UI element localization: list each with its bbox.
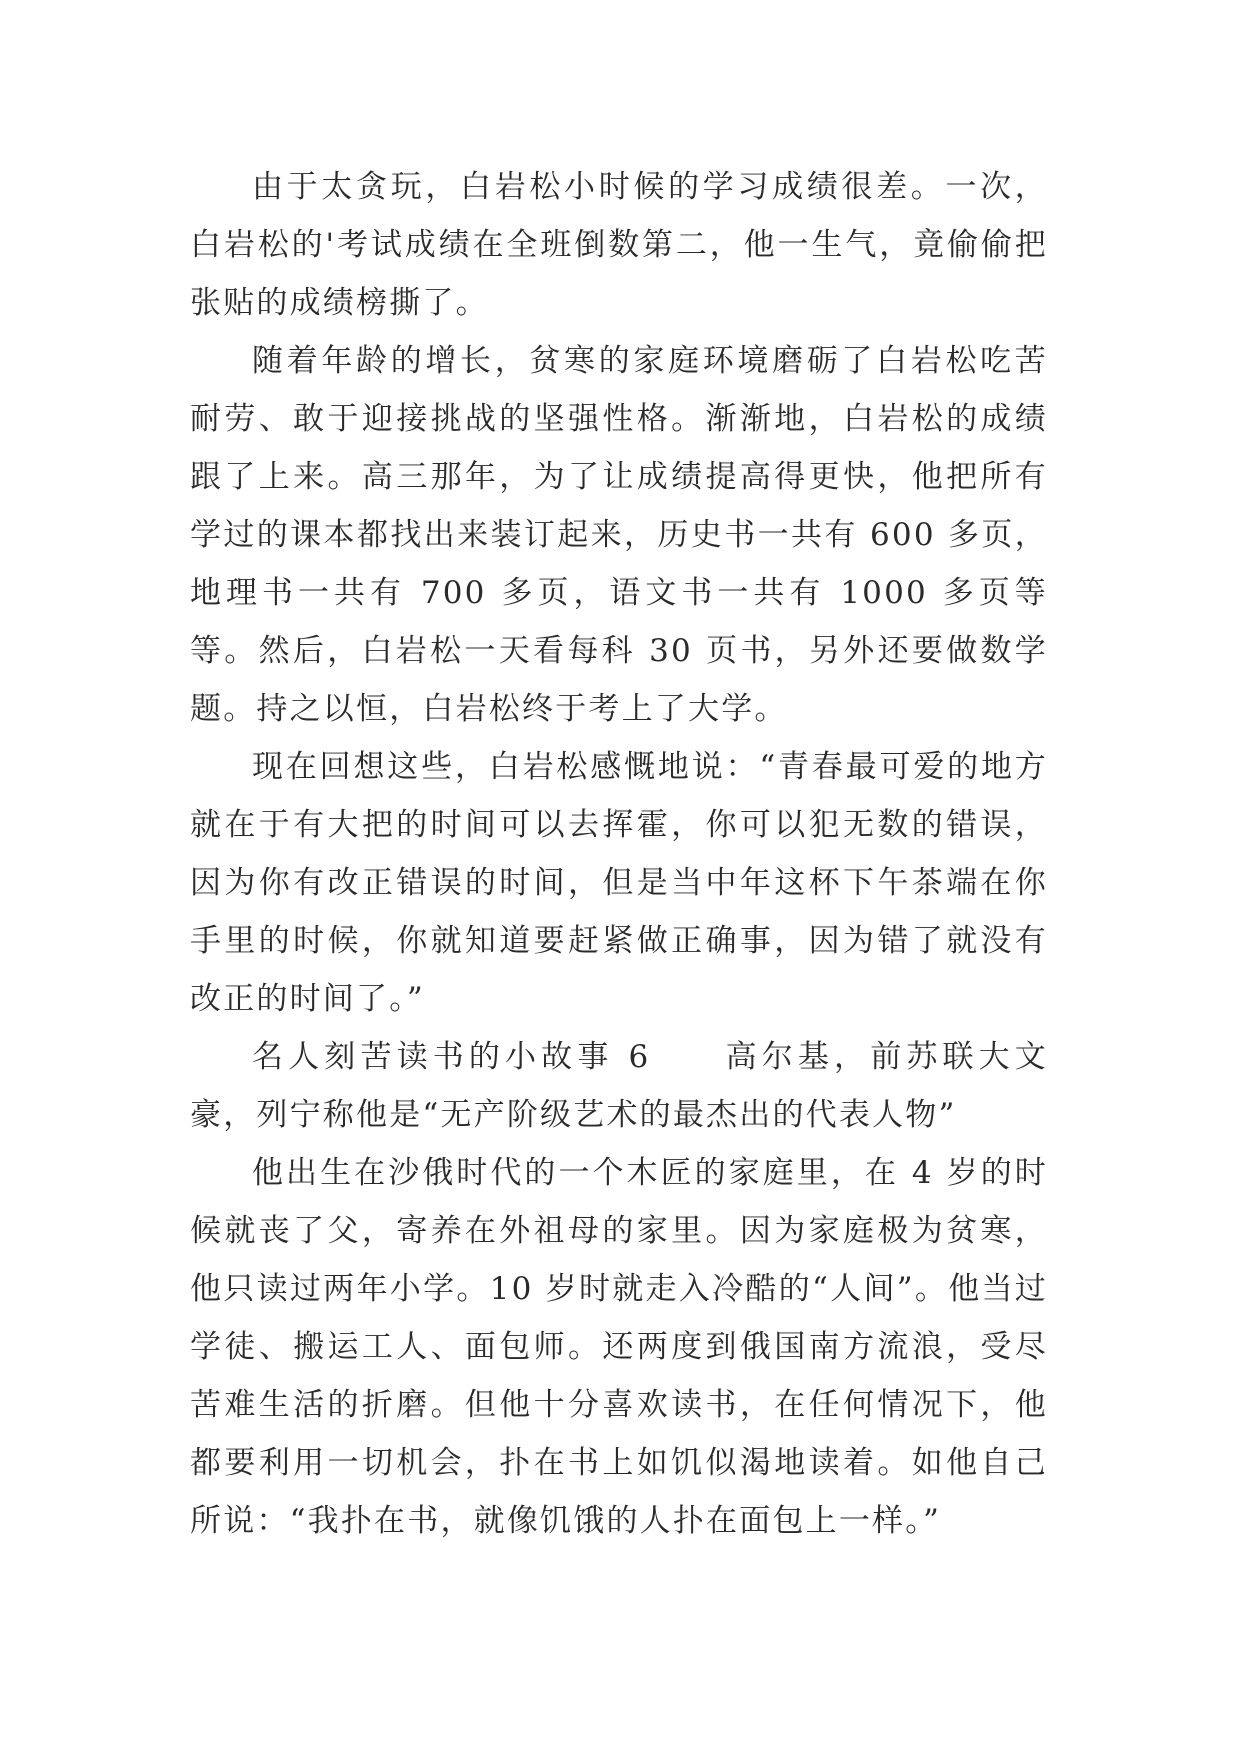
paragraph-bai-yansong-quote: 现在回想这些，白岩松感慨地说：“青春最可爱的地方就在于有大把的时间可以去挥霍，你可以犯无数的错误，因为你有改正错误的时间，但是当中年这杯下午茶端在你手里的时候，你就知道要赶紧做正确事，因为错了就没有改正的时间了。” bbox=[190, 749, 1048, 1017]
paragraph-bai-yansong-study: 随着年龄的增长，贫寒的家庭环境磨砺了白岩松吃苦耐劳、敢于迎接挑战的坚强性格。渐渐地，白岩松的成绩跟了上来。高三那年，为了让成绩提高得更快，他把所有学过的课本都找出来装订起来，历史书一共有 600 多页，地理书一共有 700 多页，语文书一共有 1000 多页等等。然后，白岩松一天看每科 30 页书，另外还要做数学题。持之以恒，白岩松终于考上了大学。 bbox=[190, 343, 1048, 727]
document-body bbox=[190, 158, 1048, 1550]
paragraph-bai-yansong-childhood: 由于太贪玩，白岩松小时候的学习成绩很差。一次，白岩松的'考试成绩在全班倒数第二，他一生气，竟偷偷把张贴的成绩榜撕了。 bbox=[190, 169, 1048, 321]
paragraph-gorky-intro: 名人刻苦读书的小故事 6 高尔基，前苏联大文豪，列宁称他是“无产阶级艺术的最杰出的代表人物” bbox=[190, 1039, 1048, 1133]
paragraph-gorky-life: 他出生在沙俄时代的一个木匠的家庭里，在 4 岁的时候就丧了父，寄养在外祖母的家里。因为家庭极为贫寒，他只读过两年小学。10 岁时就走入冷酷的“人间”。他当过学徒、搬运工人、面包师。还两度到俄国南方流浪，受尽苦难生活的折磨。但他十分喜欢读书，在任何情况下，他都要利用一切机会，扑在书上如饥似渴地读着。如他自己所说：“我扑在书，就像饥饿的人扑在面包上一样。” bbox=[190, 1155, 1048, 1539]
